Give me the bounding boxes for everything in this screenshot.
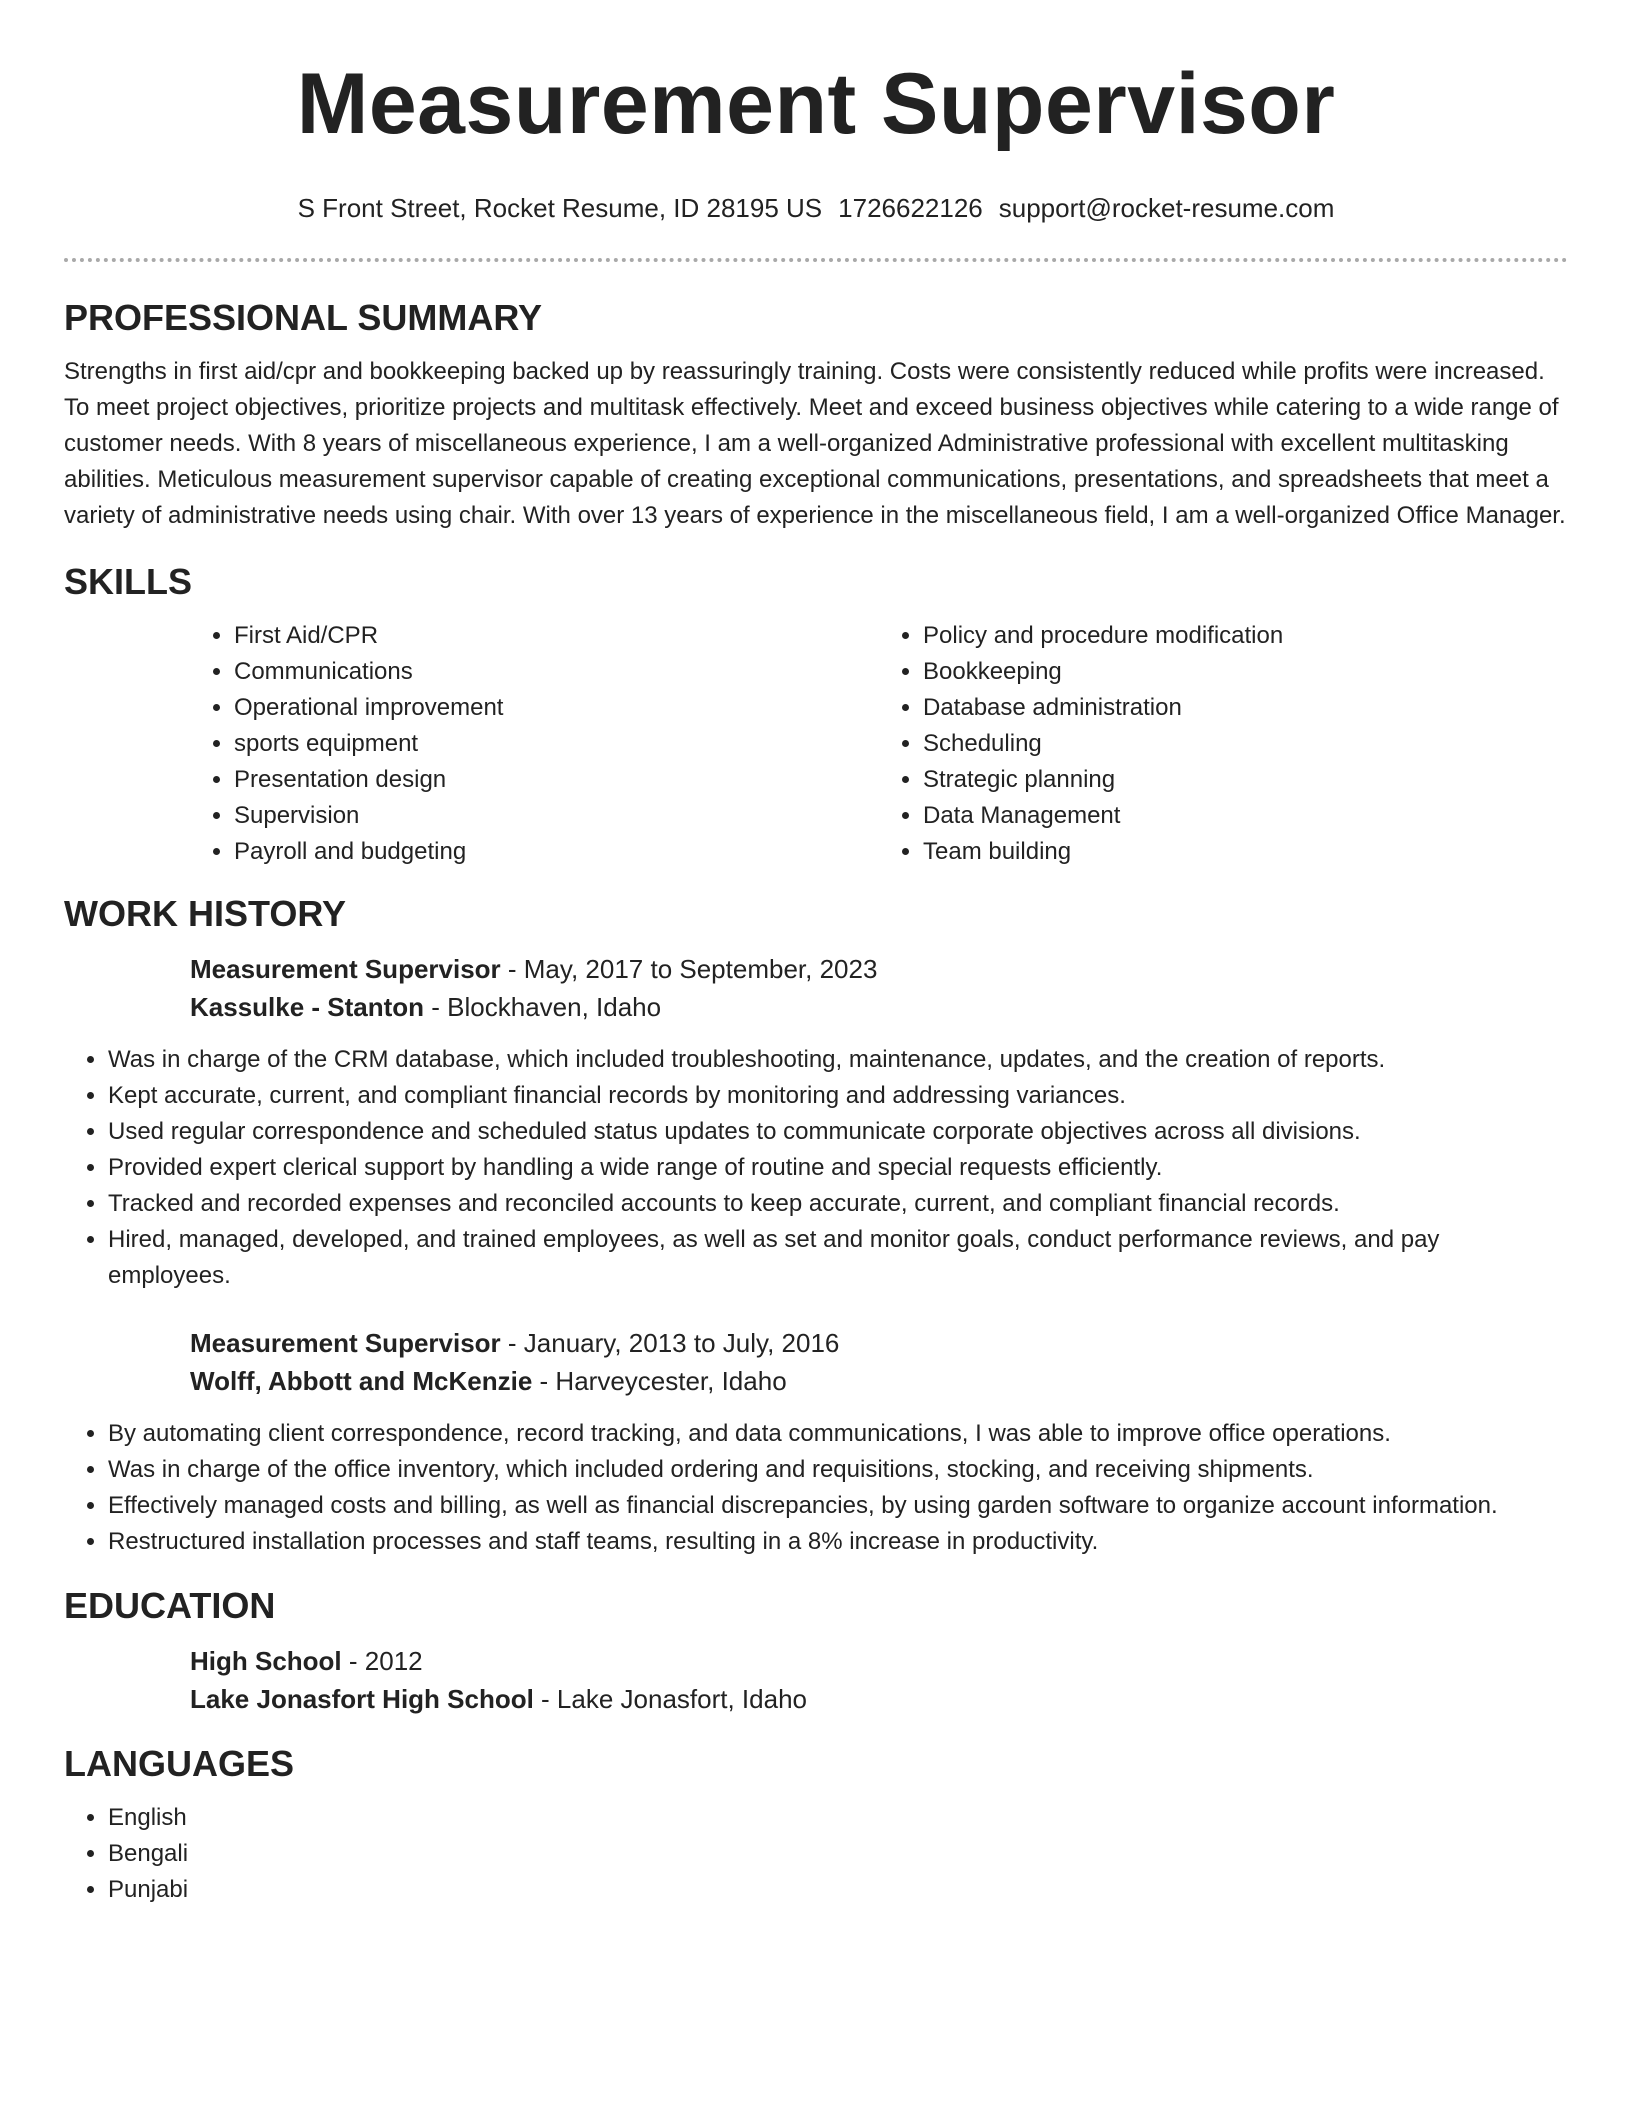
skill-item: • Scheduling — [923, 726, 1568, 762]
contact-email: support@rocket-resume.com — [998, 193, 1335, 223]
skill-item: • Payroll and budgeting — [234, 834, 879, 870]
job-duty: • Used regular correspondence and scheduled status updates to communicate corporate objectives across all divisions. — [108, 1114, 1568, 1150]
summary-heading: PROFESSIONAL SUMMARY — [64, 297, 543, 338]
skill-item: • Data Management — [923, 798, 1568, 834]
job-duty: • By automating client correspondence, record tracking, and data communications, I was able to improve office operations. — [108, 1416, 1568, 1452]
skills-heading: SKILLS — [64, 561, 193, 602]
education-school: Lake Jonasfort High School — [190, 1684, 534, 1714]
skills-list-left — [190, 618, 879, 870]
job-duty: • Tracked and recorded expenses and reconciled accounts to keep accurate, current, and compliant financial records. — [108, 1186, 1568, 1222]
job-company-line — [190, 1362, 1568, 1400]
education-location: - Lake Jonasfort, Idaho — [533, 1684, 807, 1714]
skills-list-right — [879, 618, 1568, 870]
skill-item: • Bookkeeping — [923, 654, 1568, 690]
job-duty: • Restructured installation processes and staff teams, resulting in a 8% increase in productivity. — [108, 1524, 1568, 1560]
job-duty: • Provided expert clerical support by handling a wide range of routine and special requests efficiently. — [108, 1150, 1568, 1186]
language-item: • Punjabi — [108, 1872, 1568, 1908]
skills-columns — [190, 618, 1568, 870]
job-location: - Blockhaven, Idaho — [424, 992, 662, 1022]
contact-line — [64, 192, 1568, 224]
job-title-line — [190, 1324, 1568, 1362]
job-entry — [190, 950, 1568, 1026]
languages-list — [64, 1800, 1568, 1908]
skill-item: • Communications — [234, 654, 879, 690]
contact-phone: 1726622126 — [838, 193, 983, 223]
job-duty: • Was in charge of the office inventory, which included ordering and requisitions, stocking, and receiving shipments. — [108, 1452, 1568, 1488]
job-role: Measurement Supervisor — [190, 1328, 501, 1358]
job-duties-list — [64, 1416, 1568, 1560]
skill-item: • First Aid/CPR — [234, 618, 879, 654]
job-duty: • Was in charge of the CRM database, which included troubleshooting, maintenance, updates, and the creation of reports. — [108, 1042, 1568, 1078]
education-heading: EDUCATION — [64, 1585, 276, 1626]
skill-item: • Policy and procedure modification — [923, 618, 1568, 654]
work-history-heading: WORK HISTORY — [64, 893, 347, 934]
candidate-name: Measurement Supervisor — [296, 56, 1336, 152]
summary-text: Strengths in first aid/cpr and bookkeeping backed up by reassuringly training. Costs were consistently reduced while profits were increased. To meet project objectives, prioritize projects and multitask effectively. Meet and exceed business objectives while catering to a wide range of customer needs. With 8 years of miscellaneous experience, I am a well-organized Administrative professional with excellent multitasking abilities. Meticulous measurement supervisor capable of creating exceptional communications, presentations, and spreadsheets that meet a variety of administrative needs using chair. With over 13 years of experience in the miscellaneous field, I am a well-organized Office Manager. — [64, 358, 1566, 529]
education-school-line — [190, 1680, 1568, 1718]
skill-item: • Presentation design — [234, 762, 879, 798]
education-degree-line — [190, 1642, 1568, 1680]
education-degree: High School — [190, 1646, 342, 1676]
languages-heading: LANGUAGES — [64, 1743, 295, 1784]
language-item: • Bengali — [108, 1836, 1568, 1872]
job-company-line — [190, 988, 1568, 1026]
job-entry — [190, 1324, 1568, 1400]
job-company: Kassulke - Stanton — [190, 992, 425, 1022]
skill-item: • Database administration — [923, 690, 1568, 726]
skill-item: • sports equipment — [234, 726, 879, 762]
job-role: Measurement Supervisor — [190, 954, 501, 984]
job-duty: • Hired, managed, developed, and trained employees, as well as set and monitor goals, conduct performance reviews, and pay employees. — [108, 1222, 1568, 1294]
skill-item: • Team building — [923, 834, 1568, 870]
job-duty: • Effectively managed costs and billing, as well as financial discrepancies, by using garden software to organize account information. — [108, 1488, 1568, 1524]
skill-item: • Supervision — [234, 798, 879, 834]
header-divider — [64, 258, 1568, 262]
skill-item: • Strategic planning — [923, 762, 1568, 798]
job-title-line — [190, 950, 1568, 988]
skill-item: • Operational improvement — [234, 690, 879, 726]
job-dates: - May, 2017 to September, 2023 — [500, 954, 878, 984]
job-company: Wolff, Abbott and McKenzie — [190, 1366, 533, 1396]
education-year: - 2012 — [341, 1646, 423, 1676]
job-location: - Harveycester, Idaho — [532, 1366, 787, 1396]
language-item: • English — [108, 1800, 1568, 1836]
contact-address: S Front Street, Rocket Resume, ID 28195 US — [297, 193, 823, 223]
job-dates: - January, 2013 to July, 2016 — [500, 1328, 840, 1358]
job-duty: • Kept accurate, current, and compliant financial records by monitoring and addressing variances. — [108, 1078, 1568, 1114]
job-duties-list — [64, 1042, 1568, 1294]
education-entry — [190, 1642, 1568, 1718]
